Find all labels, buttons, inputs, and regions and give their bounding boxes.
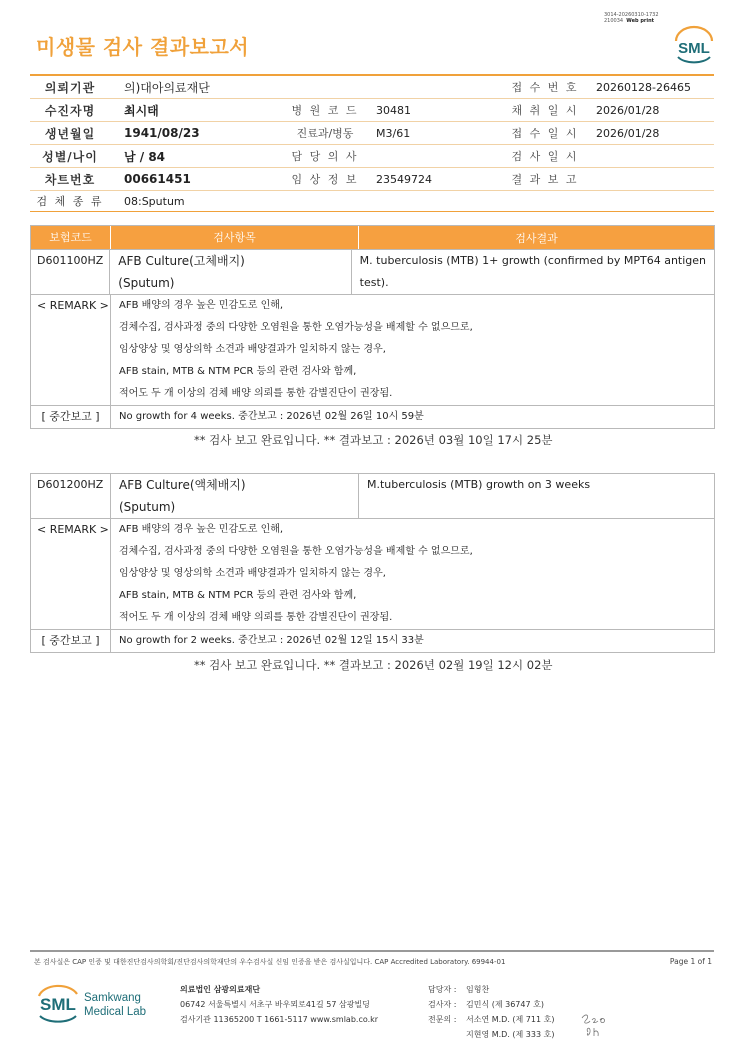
label-doctor: 담 당 의 사	[291, 150, 359, 163]
interim-row	[31, 405, 714, 428]
test-item: AFB Culture(액체배지)	[119, 478, 246, 492]
staff-row	[428, 997, 554, 1012]
value-dept: M3/61	[376, 126, 411, 140]
header-item: 검사항목	[111, 226, 359, 249]
value-institution: 의)대아의료재단	[124, 80, 210, 95]
logo-bottom-text: SML	[40, 995, 76, 1014]
value-receipt-no: 20260128-26465	[596, 80, 691, 94]
test-result: M.tuberculosis (MTB) growth on 3 weeks	[367, 478, 591, 491]
interim-label: [ 중간보고 ]	[41, 410, 100, 423]
result-table-2	[30, 473, 715, 653]
value-collect-date: 2026/01/28	[596, 103, 660, 117]
staff-info	[428, 982, 554, 1042]
remark-label: < REMARK >	[37, 299, 109, 312]
remark-line: AFB 배양의 경우 높은 민감도로 인해,	[119, 300, 284, 311]
test-item-specimen: (Sputum)	[119, 500, 176, 514]
value-birth: 1941/08/23	[124, 126, 200, 140]
org-address: 06742 서울특별시 서초구 바우뫼로41길 57 삼광빌딩	[180, 1000, 370, 1009]
staff-value: 임형찬	[466, 985, 490, 994]
label-birth: 생년월일	[44, 126, 96, 141]
footer-accreditation-note: 본 검사실은 CAP 인증 및 대한진단검사의학회/진단검사의학재단의 우수검사실 신임 인증을 받은 검사실입니다. CAP Accredited Laboratory. 69944-01	[34, 958, 506, 966]
staff-value: 서소연 M.D. (제 711 호)	[466, 1015, 555, 1024]
value-clinical: 23549724	[376, 172, 432, 186]
label-institution: 의뢰기관	[44, 80, 96, 95]
interim-row	[31, 629, 714, 652]
value-hosp-code: 30481	[376, 103, 411, 117]
label-hosp-code: 병 원 코 드	[291, 104, 359, 117]
remark-line: AFB stain, MTB & NTM PCR 등의 관련 검사와 함께,	[119, 366, 357, 377]
test-item-specimen: (Sputum)	[118, 276, 175, 290]
remark-row	[31, 518, 714, 629]
label-clinical: 임 상 정 보	[291, 173, 359, 186]
remark-line: 적어도 두 개 이상의 검체 배양 의뢰를 통한 감별진단이 권장됨.	[119, 612, 393, 623]
insurance-code: D601200HZ	[37, 478, 104, 491]
label-receipt-no: 접 수 번 호	[511, 81, 579, 94]
result-table-1	[30, 225, 715, 429]
info-row-5	[30, 168, 714, 191]
patient-info-table	[30, 74, 714, 212]
label-dept: 진료과/병동	[296, 127, 354, 140]
result-table-header	[31, 226, 714, 249]
value-chart: 00661451	[124, 172, 191, 186]
staff-label: 담당자 :	[428, 985, 457, 994]
report-completion-2: ** 검사 보고 완료입니다. ** 결과보고 : 2026년 02월 19일 12시 02분	[194, 658, 553, 672]
print-code: 3014-20260310-1732	[604, 12, 659, 18]
staff-value: 김민식 (제 36747 호)	[466, 1000, 544, 1009]
value-sex-age: 남 / 84	[124, 149, 166, 164]
label-test-date: 검 사 일 시	[511, 150, 579, 163]
remark-label: < REMARK >	[37, 523, 109, 536]
insurance-code: D601100HZ	[37, 254, 104, 267]
web-print-label: Web print	[626, 18, 655, 24]
staff-row	[428, 982, 554, 997]
value-name: 최시태	[124, 103, 159, 118]
remark-line: 임상양상 및 영상의학 소견과 배양결과가 일치하지 않는 경우,	[119, 344, 386, 355]
footer-divider	[30, 950, 714, 952]
samkwang-logo-icon	[36, 980, 160, 1026]
label-chart: 차트번호	[44, 172, 96, 187]
remark-line: 검체수집, 검사과정 중의 다양한 오염원을 통한 오염가능성을 배제할 수 없으므로,	[119, 546, 473, 557]
label-specimen: 검 체 종 류	[36, 195, 104, 208]
staff-label: 검사자 :	[428, 1000, 457, 1009]
print-sub: 210034	[604, 18, 624, 24]
label-sex-age: 성별/나이	[42, 149, 98, 164]
sml-logo-icon	[672, 25, 716, 65]
page-number: Page 1 of 1	[669, 957, 712, 966]
header-result: 검사결과	[515, 231, 558, 245]
test-result: M. tuberculosis (MTB) 1+ growth (confirmed by MPT64 antigen	[359, 254, 706, 267]
header-code: 보험코드	[31, 226, 111, 249]
org-contact: 검사기관 11365200 T 1661-5117 www.smlab.co.kr	[180, 1015, 379, 1024]
interim-text: No growth for 4 weeks. 중간보고 : 2026년 02월 26일 10시 59분	[119, 411, 424, 422]
remark-line: 임상양상 및 영상의학 소견과 배양결과가 일치하지 않는 경우,	[119, 568, 386, 579]
organization-info	[180, 982, 378, 1027]
info-row-1	[30, 76, 714, 99]
result-row	[31, 249, 714, 294]
interim-label: [ 중간보고 ]	[41, 634, 100, 647]
staff-label: 전문의 :	[428, 1015, 457, 1024]
staff-label	[428, 1027, 466, 1042]
value-specimen: 08:Sputum	[124, 194, 185, 208]
test-result-cont: test).	[359, 276, 389, 289]
info-row-2	[30, 99, 714, 122]
info-row-3	[30, 122, 714, 145]
staff-row	[428, 1012, 554, 1027]
info-row-4	[30, 145, 714, 168]
label-collect-date: 채 취 일 시	[511, 104, 579, 117]
value-receipt-date: 2026/01/28	[596, 126, 660, 140]
remark-line: AFB stain, MTB & NTM PCR 등의 관련 검사와 함께,	[119, 590, 357, 601]
remark-line: AFB 배양의 경우 높은 민감도로 인해,	[119, 524, 284, 535]
info-row-6	[30, 191, 714, 212]
result-row	[31, 474, 714, 518]
label-report: 결 과 보 고	[511, 173, 579, 186]
logo-text: SML	[678, 40, 710, 57]
org-name: 의료법인 삼광의료재단	[180, 985, 261, 994]
remark-row	[31, 294, 714, 405]
report-completion-1: ** 검사 보고 완료입니다. ** 결과보고 : 2026년 03월 10일 17시 25분	[194, 433, 553, 447]
remark-line: 검체수집, 검사과정 중의 다양한 오염원을 통한 오염가능성을 배제할 수 없으므로,	[119, 322, 473, 333]
interim-text: No growth for 2 weeks. 중간보고 : 2026년 02월 12일 15시 33분	[119, 635, 424, 646]
logo-name-line2: Medical Lab	[84, 1006, 147, 1018]
label-receipt-date: 접 수 일 시	[511, 127, 579, 140]
document-title: 미생물 검사 결과보고서	[36, 35, 250, 59]
label-name: 수진자명	[44, 103, 96, 118]
signature-icon	[578, 1010, 618, 1040]
test-item: AFB Culture(고체배지)	[118, 254, 245, 268]
staff-value: 지현영 M.D. (제 333 호)	[466, 1030, 555, 1039]
remark-line: 적어도 두 개 이상의 검체 배양 의뢰를 통한 감별진단이 권장됨.	[119, 388, 393, 399]
logo-name-line1: Samkwang	[84, 992, 141, 1004]
staff-row	[428, 1027, 554, 1042]
print-meta	[604, 12, 659, 24]
